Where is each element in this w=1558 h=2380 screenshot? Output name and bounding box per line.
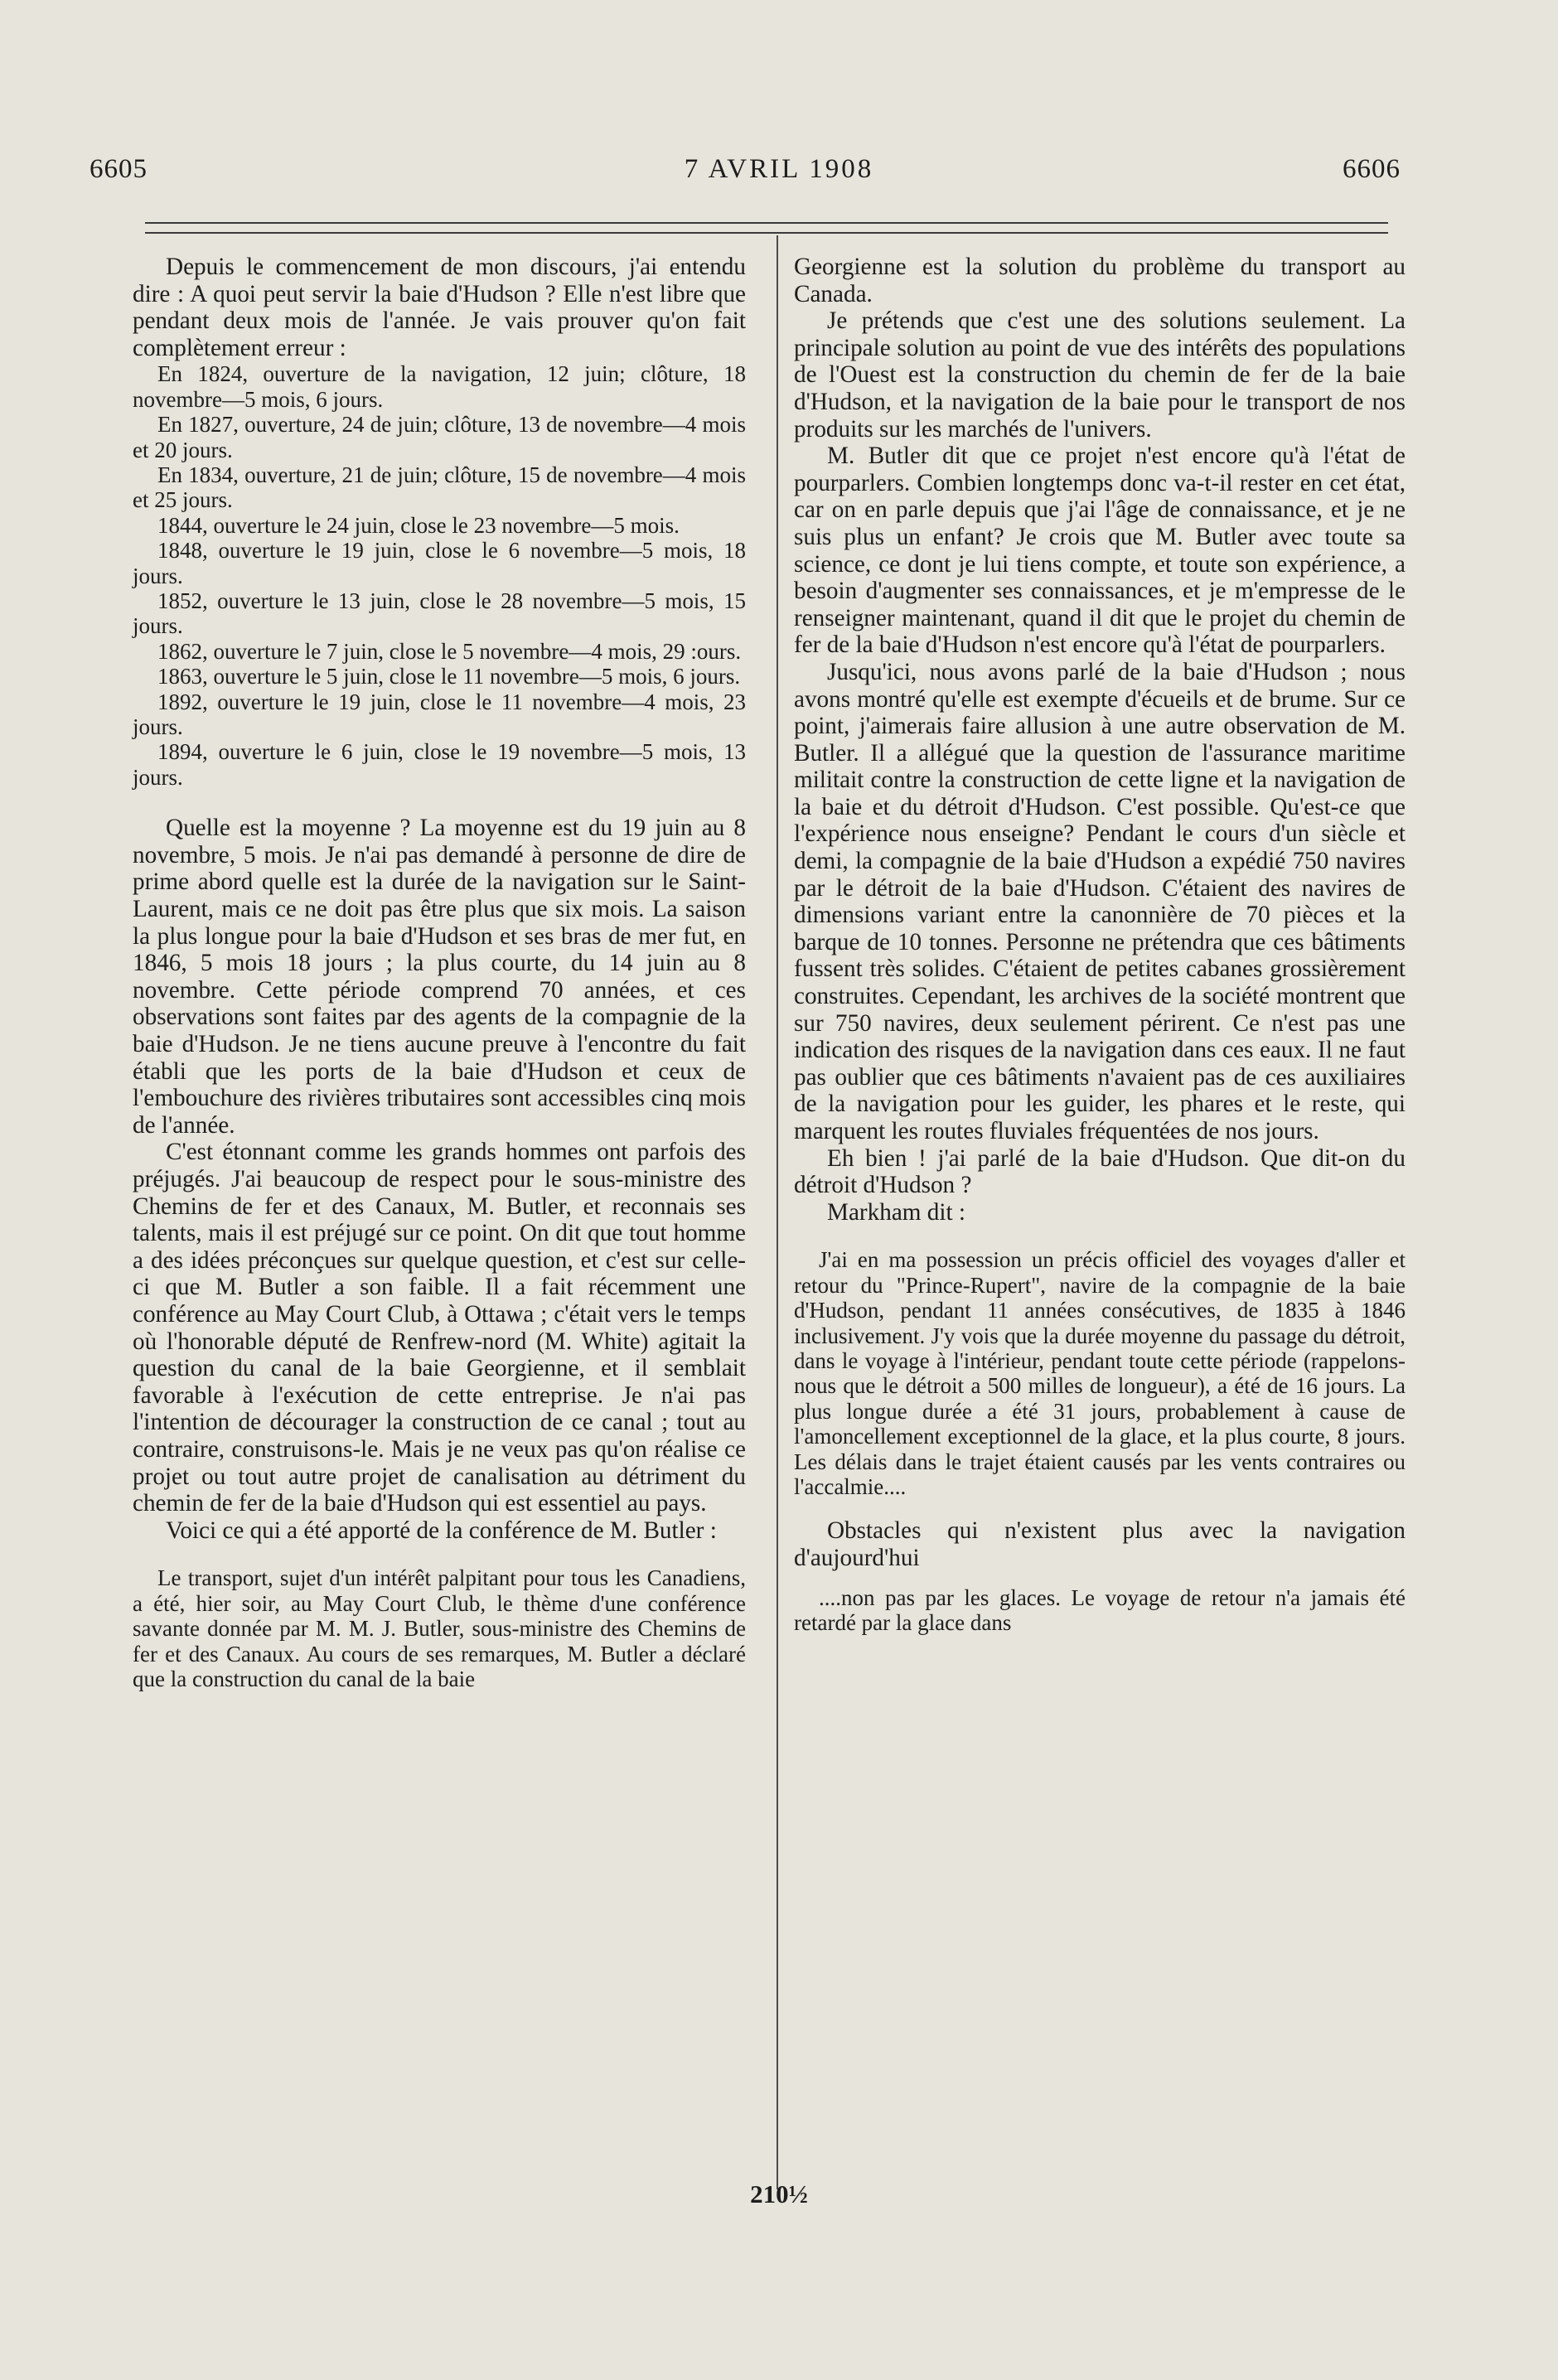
paragraph: Quelle est la moyenne ? La moyenne est du 19 juin au 8 novembre, 5 mois. Je n'ai pas demandé à personne de dire de prime abord quelle est la durée de la navigation sur le Saint-Laurent, mais ce ne doit pas être plus que six mois. La saison la plus longue pour la baie d'Hudson et ses bras de mer fut, en 1846, 5 mois 18 jours ; la plus courte, du 14 juin au 8 novembre. Cette période comprend 70 années, et ces observations sont faites par des agents de la compagnie de la baie d'Hudson. Je ne tiens aucune preuve à l'encontre du fait établi que les ports de la baie d'Hudson et ceux de l'embouchure des rivières tributaires sont accessibles cinq mois de l'année. — [133, 815, 746, 1139]
signature-mark: 210½ — [750, 2179, 808, 2208]
paragraph: En 1834, ouverture, 21 de juin; clôture, 15 de novembre—4 mois et 25 jours. — [133, 462, 746, 513]
paragraph: Le transport, sujet d'un intérêt palpitant pour tous les Canadiens, a été, hier soir, au May Court Club, le thème d'une conférence savante donnée par M. M. J. Butler, sous-ministre des Chemins de fer et des Canaux. Au cours de ses remarques, M. Butler a déclaré que la construction du canal de la baie — [133, 1565, 746, 1691]
page-date: 7 AVRIL 1908 — [684, 154, 874, 184]
page-number-left: 6605 — [90, 154, 148, 184]
paragraph: 1848, ouverture le 19 juin, close le 6 novembre—5 mois, 18 jours. — [133, 538, 746, 588]
paragraph: Depuis le commencement de mon discours, j'ai entendu dire : A quoi peut servir la baie d'Hudson ? Elle n'est libre que pendant deux mois de l'année. Je vais prouver qu'on fait complètement erreur : — [133, 254, 746, 361]
paragraph: 1862, ouverture le 7 juin, close le 5 novembre—4 mois, 29 :ours. — [157, 638, 742, 664]
paragraph: 1863, ouverture le 5 juin, close le 11 novembre—5 mois, 6 jours. — [157, 664, 741, 689]
paragraph: Eh bien ! j'ai parlé de la baie d'Hudson. Que dit-on du détroit d'Hudson ? — [794, 1144, 1406, 1199]
paragraph: Jusqu'ici, nous avons parlé de la baie d'Hudson ; nous avons montré qu'elle est exempte d'écueils et de brume. Sur ce point, j'aimerais faire allusion à une autre observation de M. Butler. Il a allégué que la question de l'assurance maritime militait contre la construction de cette ligne et la navigation de la baie et du détroit d'Hudson. C'est possible. Qu'est-ce que l'expérience nous enseigne? Pendant le cours d'un siècle et demi, la compagnie de la baie d'Hudson a expédié 750 navires par le détroit de la baie d'Hudson. C'étaient des navires de dimensions variant entre la canonnière de 70 pièces et la barque de 10 tonnes. Personne ne prétendra que ces bâtiments fussent très solides. C'étaient de petites cabanes grossièrement construites. Cependant, les archives de la société montrent que sur 750 navires, deux seulement périrent. Ce n'est pas une indication des risques de la navigation dans ces eaux. Il ne faut pas oublier que ces bâtiments n'avaient pas de ces auxiliaires de la navigation pour les guider, les phares et le reste, qui marquent les routes fluviales fréquentées de nos jours. — [794, 658, 1406, 1144]
header-rule-bottom — [145, 232, 1388, 234]
paragraph: 1894, ouverture le 6 juin, close le 19 novembre—5 mois, 13 jours. — [133, 739, 746, 790]
paragraph: 1892, ouverture le 19 juin, close le 11 novembre—4 mois, 23 jours. — [133, 689, 746, 740]
paragraph: Georgienne est la solution du problème du transport au Canada. — [794, 254, 1406, 307]
paragraph: Markham dit : — [827, 1198, 965, 1226]
paragraph: ....non pas par les glaces. Le voyage de retour n'a jamais été retardé par la glace dans — [794, 1584, 1406, 1636]
page-number-right: 6606 — [1343, 154, 1401, 184]
column-divider — [777, 235, 778, 2189]
right-column — [794, 254, 1406, 1638]
paragraph: M. Butler dit que ce projet n'est encore qu'à l'état de pourparlers. Combien longtemps donc va-t-il rester en cet état, car on en parle depuis que j'ai l'âge de connaissance, et je ne suis plus un enfant? Je crois que M. Butler avec toute sa science, ce dont je lui tiens compte, et toute son expérience, a besoin d'augmenter ses connaissances, et je m'empresse de le renseigner maintenant, quand il dit que le projet du chemin de fer de la baie d'Hudson n'est encore qu'à l'état de pourparlers. — [794, 443, 1406, 659]
left-column — [133, 254, 746, 1695]
paragraph: 1852, ouverture le 13 juin, close le 28 novembre—5 mois, 15 jours. — [133, 588, 746, 639]
paragraph: Obstacles qui n'existent plus avec la navigation d'aujourd'hui — [794, 1517, 1406, 1572]
paragraph: C'est étonnant comme les grands hommes ont parfois des préjugés. J'ai beaucoup de respect pour le sous-ministre des Chemins de fer et des Canaux, M. Butler, et reconnais ses talents, mais il est préjugé sur ce point. On dit que tout homme a des idées préconçues sur quelque question, et c'est sur celle-ci que M. Butler a son faible. Il a fait récemment une conférence au May Court Club, à Ottawa ; c'était vers le temps où l'honorable député de Renfrew-nord (M. White) agitait la question du canal de la baie Georgienne, et il semblait favorable à l'exécution de cette entreprise. Je n'ai pas l'intention de décourager la construction de ce canal ; tout au contraire, construisons-le. Mais je ne veux pas qu'on réalise ce projet ou tout autre projet de canalisation au détriment du chemin de fer de la baie d'Hudson qui est essentiel au pays. — [133, 1139, 746, 1517]
paragraph: Voici ce qui a été apporté de la conférence de M. Butler : — [166, 1517, 717, 1544]
paragraph: En 1824, ouverture de la navigation, 12 juin; clôture, 18 novembre—5 mois, 6 jours. — [133, 361, 746, 412]
header-rule-top — [145, 222, 1388, 224]
paragraph: 1844, ouverture le 24 juin, close le 23 novembre—5 mois. — [157, 512, 680, 538]
paragraph: J'ai en ma possession un précis officiel des voyages d'aller et retour du "Prince-Rupert", navire de la compagnie de la baie d'Hudson, pendant 11 années consécutives, de 1835 à 1846 inclusivement. J'y vois que la durée moyenne du passage du détroit, dans le voyage à l'intérieur, pendant toute cette période (rappelons-nous que le détroit a 500 milles de longueur), a été de 16 jours. La plus longue durée a été 31 jours, probablement à cause de l'amoncellement exceptionnel de la glace, et la plus courte, 8 jours. Les délais dans le trajet étaient causés par les vents contraires ou l'accalmie.... — [794, 1247, 1406, 1500]
paragraph: En 1827, ouverture, 24 de juin; clôture, 13 de novembre—4 mois et 20 jours. — [133, 412, 746, 462]
paragraph: Je prétends que c'est une des solutions seulement. La principale solution au point de vue des intérêts des populations de l'Ouest est la construction du chemin de fer de la baie d'Hudson, et la navigation de la baie pour le transport de nos produits sur les marchés de l'univers. — [794, 307, 1406, 443]
